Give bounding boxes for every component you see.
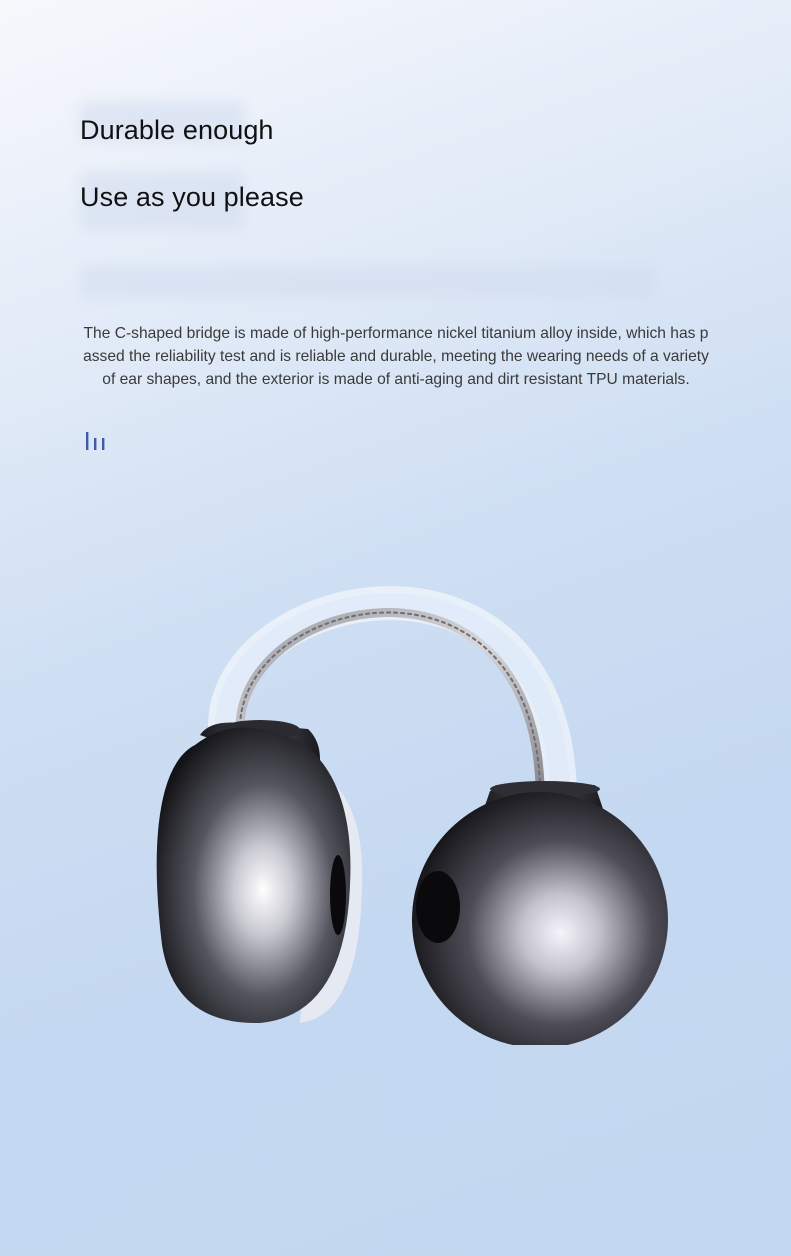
headline-primary: Durable enough [80,115,274,145]
blurred-text-backdrop [80,266,655,298]
right-earbud [412,781,668,1045]
earbud-product-image [140,545,700,1045]
feature-description: The C-shaped bridge is made of high-performance nickel titanium alloy inside, which has passed the reliability test and is reliable and durable, meeting the wearing needs of a variety of ear shapes, and the exterior is made of anti-aging and dirt resistant TPU materials. [83,325,709,388]
left-earbud [157,720,363,1023]
headline-secondary: Use as you please [80,182,304,212]
bars-icon [84,430,108,452]
